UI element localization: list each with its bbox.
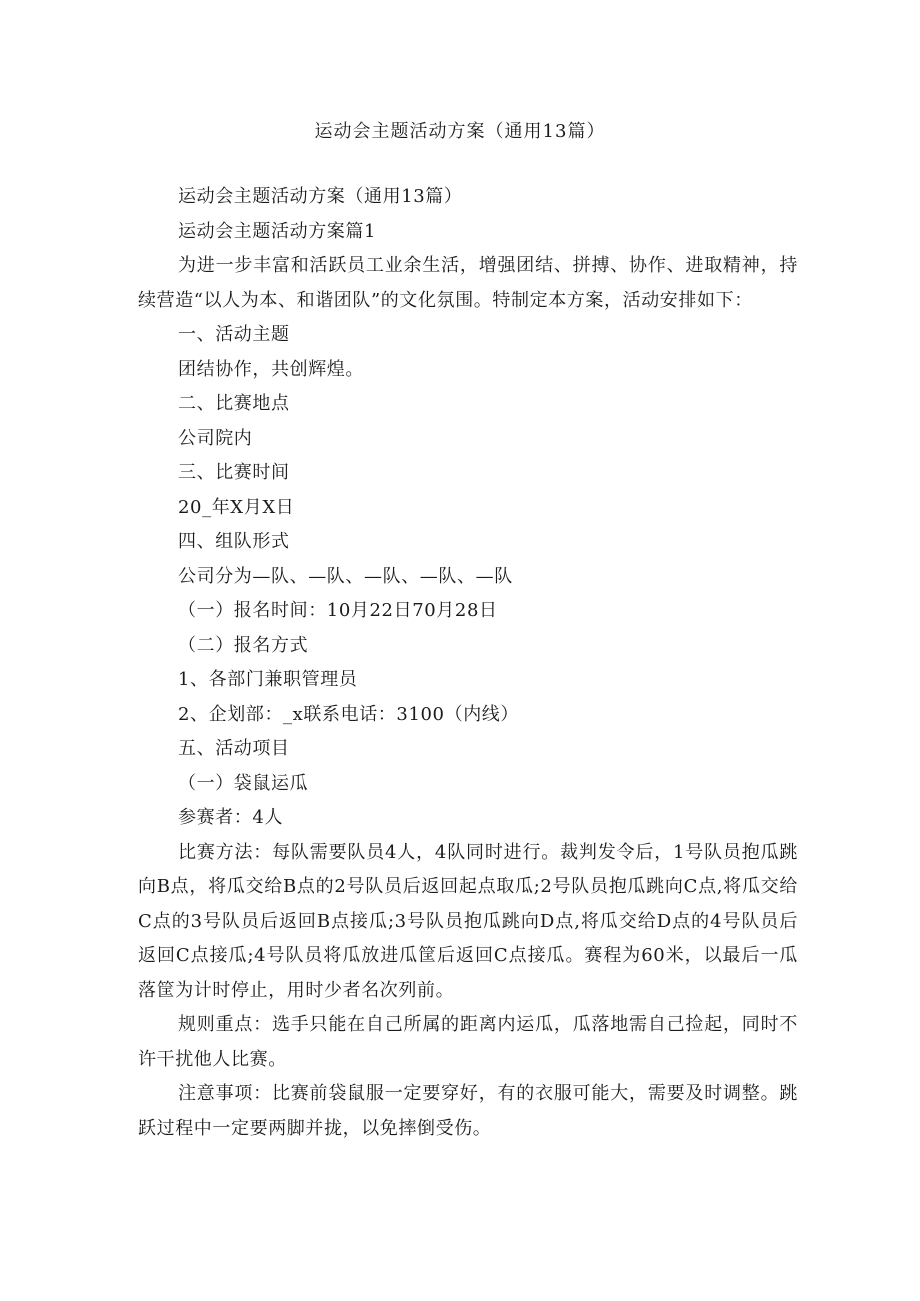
document-title: 运动会主题活动方案（通用13篇）	[314, 121, 606, 142]
heading-activity-theme: 一、活动主题	[178, 324, 290, 345]
heading-kangaroo-melon: （一）袋鼠运瓜	[178, 772, 309, 794]
paragraph-registration-method: （二）报名方式	[178, 634, 309, 656]
paragraph-intro: 为进一步丰富和活跃员工业余生活，增强团结、拼搏、协作、进取精神，持续营造“以人为本、和谐团队”的文化氛围。特制定本方案，活动安排如下：	[138, 255, 798, 311]
heading-time: 三、比赛时间	[178, 462, 290, 483]
paragraph-rules: 规则重点：选手只能在自己所属的距离内运瓜，瓜落地需自己捡起，同时不许干扰他人比赛。	[138, 1014, 798, 1070]
heading-team-format: 四、组队形式	[178, 531, 290, 552]
paragraph-competition-method: 比赛方法：每队需要队员4人，4队同时进行。裁判发令后，1号队员抱瓜跳向B点，将瓜交给B点的2号队员后返回起点取瓜;2号队员抱瓜跳向C点,将瓜交给C点的3号队员后返回B点接瓜;3号队员抱瓜跳向D点,将瓜交给D点的4号队员后返回C点接瓜;4号队员将瓜放进瓜筐后返回C点接瓜。赛程为60米，以最后一瓜落筐为计时停止，用时少者名次列前。	[138, 841, 798, 1001]
paragraph-notes: 注意事项：比赛前袋鼠服一定要穿好，有的衣服可能大，需要及时调整。跳跃过程中一定要两脚并拢，以免摔倒受伤。	[138, 1083, 798, 1139]
paragraph-subtitle: 运动会主题活动方案（通用13篇）	[178, 186, 463, 207]
list-item-registration-1: 1、各部门兼职管理员	[178, 669, 358, 690]
paragraph-section-heading: 运动会主题活动方案篇1	[178, 220, 377, 242]
paragraph-venue: 公司院内	[178, 427, 253, 449]
heading-venue: 二、比赛地点	[178, 393, 290, 414]
paragraph-team-format: 公司分为—队、—队、—队、—队、—队	[178, 565, 513, 587]
list-item-registration-2: 2、企划部：_x联系电话：3100（内线）	[178, 703, 520, 725]
heading-activity-items: 五、活动项目	[178, 738, 290, 759]
paragraph-time: 20_年X月X日	[178, 496, 295, 518]
paragraph-registration-time: （一）报名时间：10月22日70月28日	[178, 600, 498, 621]
document-body	[138, 180, 798, 1146]
paragraph-participants: 参赛者：4人	[178, 807, 284, 828]
paragraph-activity-theme: 团结协作，共创辉煌。	[178, 358, 364, 380]
